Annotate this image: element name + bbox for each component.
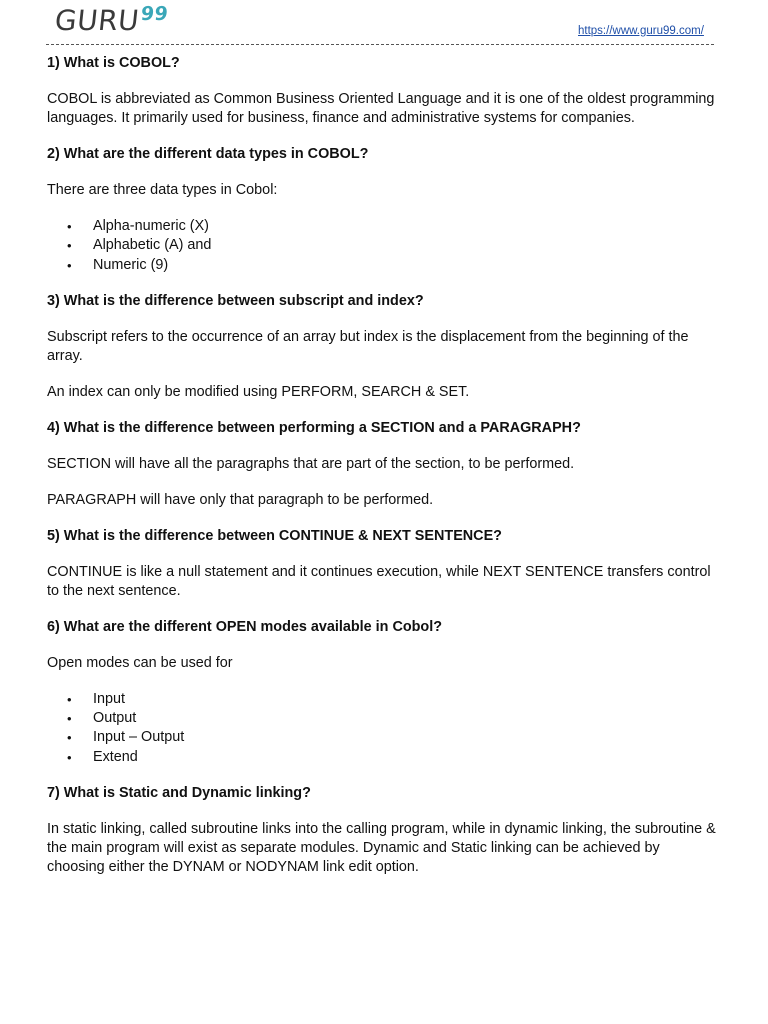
list-item: • Alpha-numeric (X) <box>47 217 719 236</box>
question-7-answer: In static linking, called subroutine links into the calling program, while in dynamic linking, the subroutine & the main program will exist as separate modules. Dynamic and Static linking can be achieved by choosing either the DYNAM or NODYNAM link edit option. <box>47 821 716 876</box>
question-2-heading: 2) What are the different data types in COBOL? <box>47 146 369 162</box>
question-1-heading: 1) What is COBOL? <box>47 55 180 71</box>
question-3-heading: 3) What is the difference between subscript and index? <box>47 292 424 309</box>
question-6-heading: 6) What are the different OPEN modes available in Cobol? <box>47 618 443 635</box>
question-1-answer: COBOL is abbreviated as Common Business Oriented Language and it is one of the oldest programming languages. It primarily used for business, finance and administrative systems for companies. <box>47 91 715 126</box>
question-7-heading: 7) What is Static and Dynamic linking? <box>47 785 311 802</box>
list-item: • Output <box>47 709 719 728</box>
question-2-intro: There are three data types in Cobol: <box>47 182 278 198</box>
question-5-heading: 5) What is the difference between CONTINUE & NEXT SENTENCE? <box>47 527 502 544</box>
question-4-answer-1: SECTION will have all the paragraphs that are part of the section, to be performed. <box>47 455 575 472</box>
list-item: • Numeric (9) <box>47 256 719 275</box>
logo-number: 99 <box>139 3 170 25</box>
question-4-answer-2: PARAGRAPH will have only that paragraph to be performed. <box>47 491 434 508</box>
document-body <box>47 54 719 894</box>
list-item: • Input <box>47 690 719 709</box>
dashed-divider <box>46 44 714 45</box>
open-modes-list <box>47 690 719 767</box>
site-url-link[interactable]: https://www.guru99.com/ <box>578 25 704 37</box>
list-item: • Input – Output <box>47 728 719 747</box>
question-5-answer: CONTINUE is like a null statement and it continues execution, while NEXT SENTENCE transfers control to the next sentence. <box>47 563 711 599</box>
question-4-heading: 4) What is the difference between performing a SECTION and a PARAGRAPH? <box>47 419 581 436</box>
question-3-answer-1: Subscript refers to the occurrence of an array but index is the displacement from the beginning of the array. <box>47 328 689 364</box>
list-item: • Extend <box>47 748 719 767</box>
question-6-intro: Open modes can be used for <box>47 654 233 671</box>
guru99-logo <box>53 4 169 37</box>
data-types-list <box>47 217 719 275</box>
question-3-answer-2: An index can only be modified using PERFORM, SEARCH & SET. <box>47 383 470 400</box>
logo-word: GURU <box>53 4 141 37</box>
list-item: • Alphabetic (A) and <box>47 236 719 255</box>
